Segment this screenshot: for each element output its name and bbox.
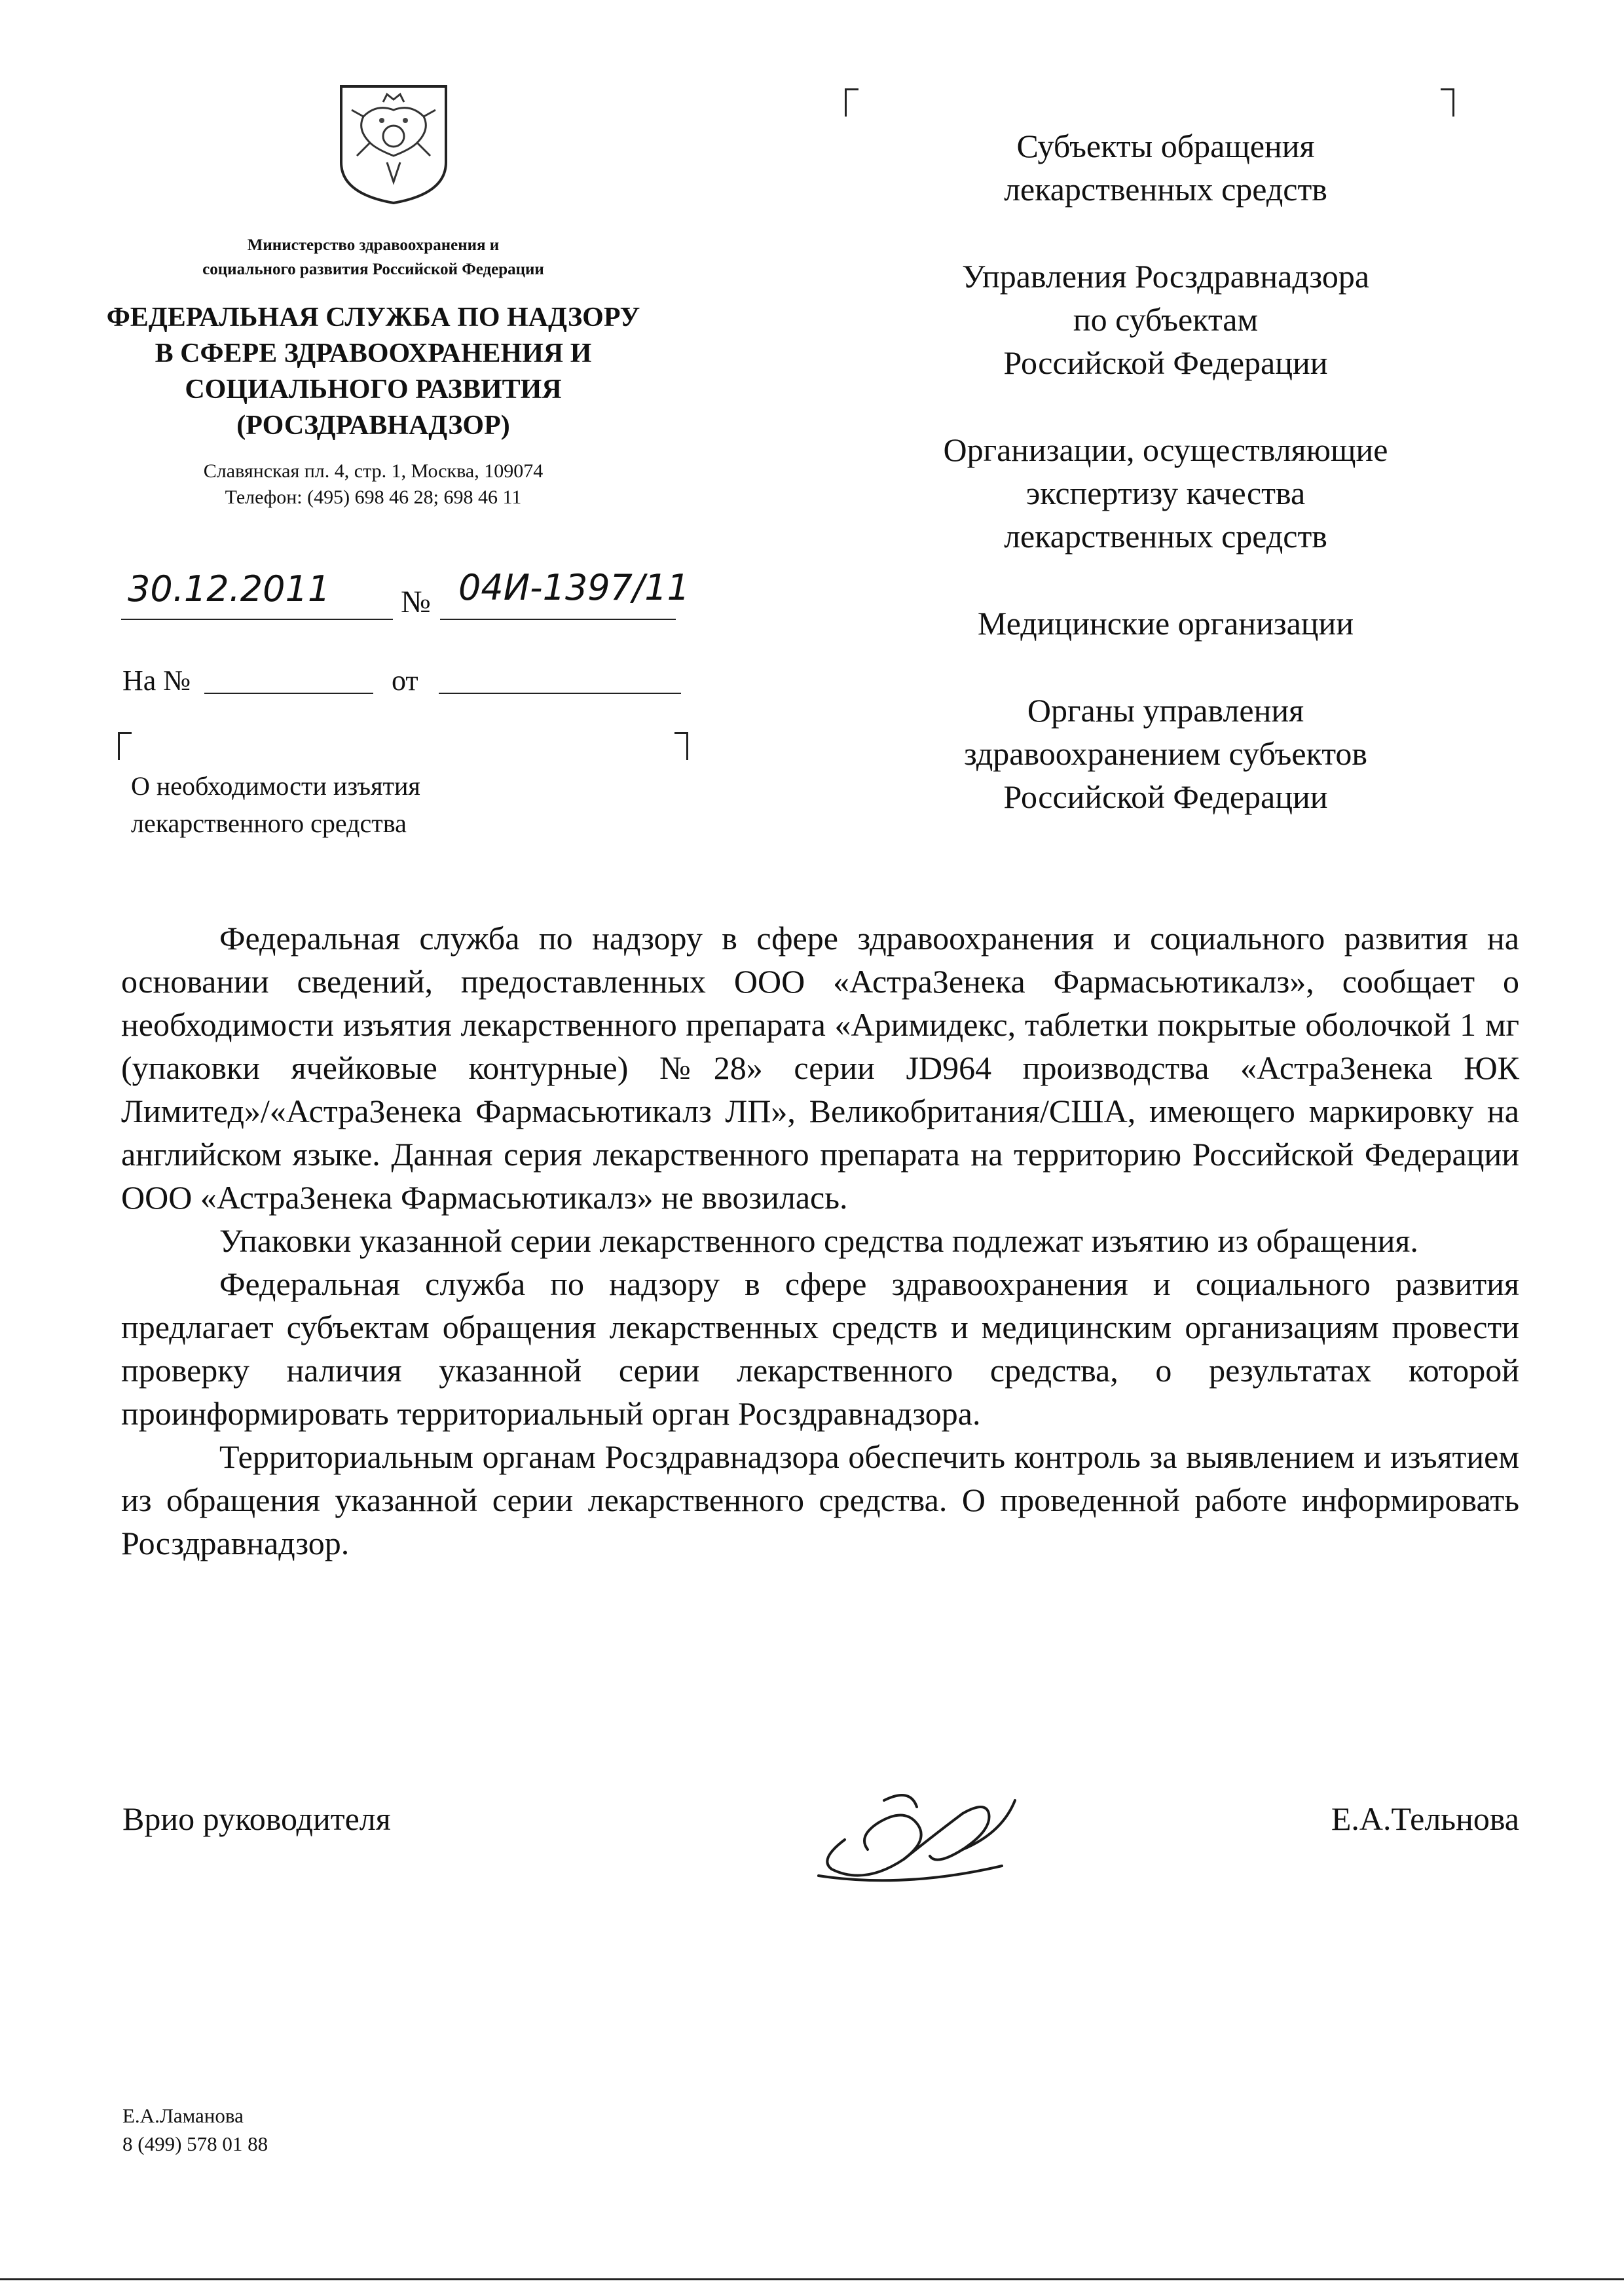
reply-to-label: На № <box>122 665 191 697</box>
subject-bracket-right <box>674 732 688 760</box>
recipient-group <box>838 689 1493 818</box>
body-paragraph: Территориальным органам Росздравнадзора обеспечить контроль за выявлением и изъятием из обращения указанной серии лекарственного средства. О проведенной работе информировать Росздравнадзор. <box>121 1438 1519 1561</box>
recipient-group <box>838 428 1493 558</box>
subject-line: О необходимости изъятия <box>131 771 420 801</box>
body-paragraph: Упаковки указанной серии лекарственного средства подлежат изъятию из обращения. <box>219 1222 1418 1259</box>
coat-of-arms-emblem <box>337 84 450 206</box>
recipient-line: лекарственных средств <box>1004 518 1327 555</box>
coat-of-arms-icon <box>337 84 450 206</box>
reply-date-blank <box>439 693 681 694</box>
recipient-line: Российской Федерации <box>1003 778 1328 815</box>
reply-number-blank <box>204 693 373 694</box>
letter-body <box>121 917 1519 1565</box>
registration-number: 04И-1397/11 <box>458 567 690 608</box>
subject-bracket-left <box>118 732 132 760</box>
recipients-block <box>838 124 1493 862</box>
recipient-group <box>838 255 1493 384</box>
ministry-line: Министерство здравоохранения и <box>247 236 500 254</box>
recipient-line: лекарственных средств <box>1004 171 1327 208</box>
address-line: Славянская пл. 4, стр. 1, Москва, 109074 <box>203 460 544 482</box>
subject-line: лекарственного средства <box>131 809 407 838</box>
signatory-role: Врио руководителя <box>122 1800 391 1837</box>
number-underline <box>440 619 676 620</box>
agency-line: (РОСЗДРАВНАДЗОР) <box>236 410 510 441</box>
agency-line: СОЦИАЛЬНОГО РАЗВИТИЯ <box>185 374 562 405</box>
body-paragraph: Федеральная служба по надзору в сфере здравоохранения и социального развития предлагает субъектам обращения лекарственных средств и медицинским организациям провести проверку наличия указанной серии лекарственного средства, о результатах которой проинформировать территориальный орган Росздравнадзора. <box>121 1266 1519 1432</box>
recipient-group <box>838 602 1493 645</box>
page-bottom-edge <box>0 2278 1624 2280</box>
recipient-group <box>838 124 1493 211</box>
recipient-line: Органы управления <box>1027 692 1304 729</box>
executor-phone: 8 (499) 578 01 88 <box>122 2132 268 2155</box>
recipients-bracket-left <box>845 88 858 117</box>
recipient-line: Субъекты обращения <box>1016 128 1315 164</box>
recipient-line: здравоохранением субъектов <box>963 735 1368 772</box>
agency-line: В СФЕРЕ ЗДРАВООХРАНЕНИЯ И <box>155 338 592 369</box>
ministry-name <box>105 233 642 282</box>
agency-address <box>105 458 642 511</box>
recipient-line: экспертизу качества <box>1025 475 1306 511</box>
agency-name <box>65 300 681 444</box>
recipient-line: Управления Росздравнадзора <box>961 258 1370 295</box>
recipient-line: Российской Федерации <box>1003 344 1328 381</box>
executor-name: Е.А.Ламанова <box>122 2104 244 2127</box>
body-paragraph: Федеральная служба по надзору в сфере здравоохранения и социального развития на основании сведений, предоставленных ООО «АстраЗенека Фармасьютикалз», сообщает о необходимости изъятия лекарственного препарата «Аримидекс, таблетки покрытые оболочкой 1 мг (упаковки ячейковые контурные) №28» серии JD964 производства «АстраЗенека ЮК Лимитед»/«АстраЗенека Фармасьютикалз ЛП», Великобритания/США, имеющего маркировку на английском языке. Данная серия лекарственного препарата на территорию Российской Федерации ООО «АстраЗенека Фармасьютикалз» не ввозилась. <box>121 920 1519 1216</box>
signature <box>805 1761 1028 1892</box>
recipients-bracket-right <box>1441 88 1454 117</box>
executor-info <box>122 2102 268 2158</box>
recipient-line: Медицинские организации <box>977 605 1354 642</box>
recipient-line: Организации, осуществляющие <box>943 431 1388 468</box>
agency-line: ФЕДЕРАЛЬНАЯ СЛУЖБА ПО НАДЗОРУ <box>106 302 640 333</box>
registration-date: 30.12.2011 <box>128 568 331 610</box>
recipient-line: по субъектам <box>1073 301 1259 338</box>
number-label: № <box>401 585 431 619</box>
handwritten-signature-icon <box>805 1761 1028 1892</box>
ministry-line: социального развития Российской Федерации <box>202 261 544 278</box>
signatory-name: Е.А.Тельнова <box>1331 1800 1519 1837</box>
letter-subject <box>131 767 602 842</box>
address-line: Телефон: (495) 698 46 28; 698 46 11 <box>225 486 522 508</box>
from-label: от <box>392 665 418 697</box>
date-underline <box>121 619 393 620</box>
